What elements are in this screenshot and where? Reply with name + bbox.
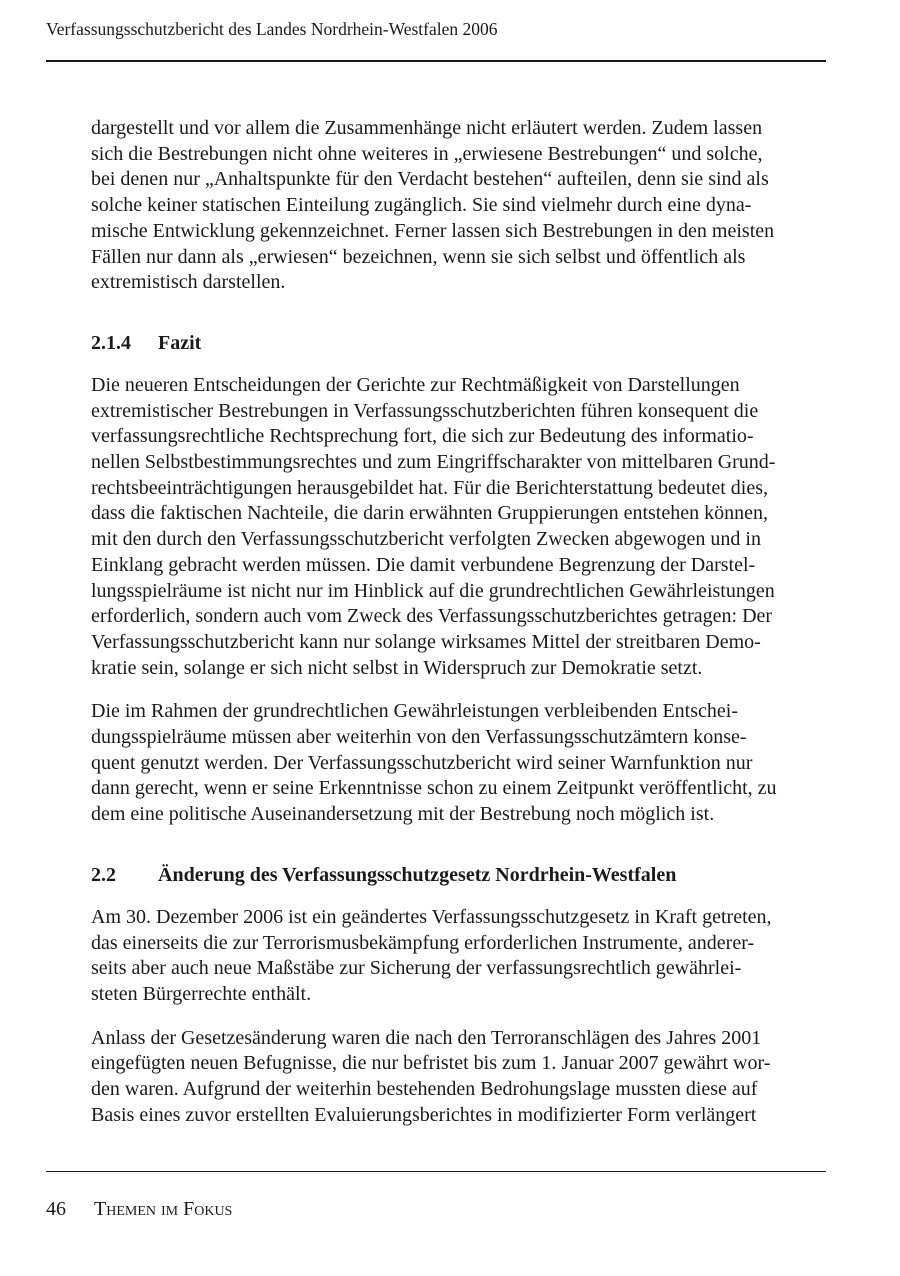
section-title: Fazit [158,331,202,354]
text-line: nellen Selbstbestimmungsrechtes und zum Eingriffscharakter von mittelbaren Grund- [91,451,776,474]
text-line: extremistisch darstellen. [91,271,286,294]
text-line: Verfassungsschutzbericht kann nur solange wirksames Mittel der streitbaren Demo- [91,630,761,653]
text-line: sich die Bestrebungen nicht ohne weiteres in „erwiesene Bestrebungen“ und solche, [91,142,763,165]
text-line: seits aber auch neue Maßstäbe zur Sicherung der verfassungsrechtlich gewährlei- [91,957,742,980]
text-line: erforderlich, sondern auch vom Zweck des Verfassungsschutzberichtes getragen: Der [91,605,773,628]
aenderung-paragraph-1 [91,905,831,1008]
text-line: solche keiner statischen Einteilung zugänglich. Sie sind vielmehr durch eine dyna- [91,194,752,217]
text-line: kratie sein, solange er sich nicht selbst in Widerspruch zur Demokratie setzt. [91,656,703,679]
text-line: Die neueren Entscheidungen der Gerichte zur Rechtmäßigkeit von Darstellungen [91,373,740,396]
text-line: Anlass der Gesetzesänderung waren die nach den Terroranschlägen des Jahres 2001 [91,1026,762,1049]
footer-section-label: Themen im Fokus [94,1198,233,1220]
text-line: mit den durch den Verfassungsschutzbericht verfolgten Zwecken abgewogen und in [91,528,761,551]
section-heading-fazit [91,330,831,356]
section-heading-aenderung [91,862,831,888]
page-footer [46,1196,232,1222]
text-line: den waren. Aufgrund der weiterhin bestehenden Bedrohungslage mussten diese auf [91,1078,758,1101]
text-line: dem eine politische Auseinandersetzung mit der Bestrebung noch möglich ist. [91,803,715,826]
fazit-paragraph-2 [91,699,831,828]
text-line: das einerseits die zur Terrorismusbekämpfung erforderlichen Instrumente, anderer- [91,931,755,954]
text-line: Am 30. Dezember 2006 ist ein geändertes Verfassungsschutzgesetz in Kraft getreten, [91,905,772,928]
text-line: Die im Rahmen der grundrechtlichen Gewährleistungen verbleibenden Entschei- [91,700,738,723]
text-line: verfassungsrechtliche Rechtsprechung fort, die sich zur Bedeutung des informatio- [91,425,754,448]
fazit-paragraph-1 [91,373,831,681]
text-line: Einklang gebracht werden müssen. Die damit verbundene Begrenzung der Darstel- [91,553,756,576]
text-line: extremistischer Bestrebungen in Verfassungsschutzberichten führen konsequent die [91,399,759,422]
text-line: Basis eines zuvor erstellten Evaluierungsberichtes in modifizierter Form verlängert [91,1103,757,1126]
section-title: Änderung des Verfassungsschutzgesetz Nordrhein-Westfalen [158,863,677,886]
text-line: dargestellt und vor allem die Zusammenhänge nicht erläutert werden. Zudem lassen [91,117,763,139]
text-line: rechtsbeeinträchtigungen herausgebildet hat. Für die Berichterstattung bedeutet dies, [91,476,768,499]
text-line: dass die faktischen Nachteile, die darin erwähnten Gruppierungen entstehen können, [91,502,768,525]
text-line: eingefügten neuen Befugnisse, die nur befristet bis zum 1. Januar 2007 gewährt wor- [91,1052,771,1075]
text-line: steten Bürgerrechte enthält. [91,982,312,1005]
text-line: lungsspielräume ist nicht nur im Hinblick auf die grundrechtlichen Gewährleistungen [91,579,775,602]
text-line: mische Entwicklung gekennzeichnet. Ferner lassen sich Bestrebungen in den meisten [91,219,775,242]
section-number: 2.1.4 [91,331,131,354]
section-number: 2.2 [91,863,116,886]
text-line: Fällen nur dann als „erwiesen“ bezeichnen, wenn sie sich selbst und öffentlich als [91,245,746,268]
text-line: dann gerecht, wenn er seine Erkenntnisse schon zu einem Zeitpunkt veröffentlicht, zu [91,777,777,800]
running-header: Verfassungsschutzbericht des Landes Nordrhein-Westfalen 2006 [46,19,498,39]
aenderung-paragraph-2 [91,1026,831,1129]
header-rule [46,60,826,62]
page-body [91,116,831,1129]
text-line: quent genutzt werden. Der Verfassungsschutzbericht wird seiner Warnfunktion nur [91,751,753,774]
intro-paragraph [91,116,831,296]
text-line: dungsspielräume müssen aber weiterhin von den Verfassungsschutzämtern konse- [91,726,747,749]
footer-rule [46,1171,826,1172]
text-line: bei denen nur „Anhaltspunkte für den Verdacht bestehen“ aufteilen, denn sie sind als [91,168,769,191]
page-number: 46 [46,1198,66,1220]
